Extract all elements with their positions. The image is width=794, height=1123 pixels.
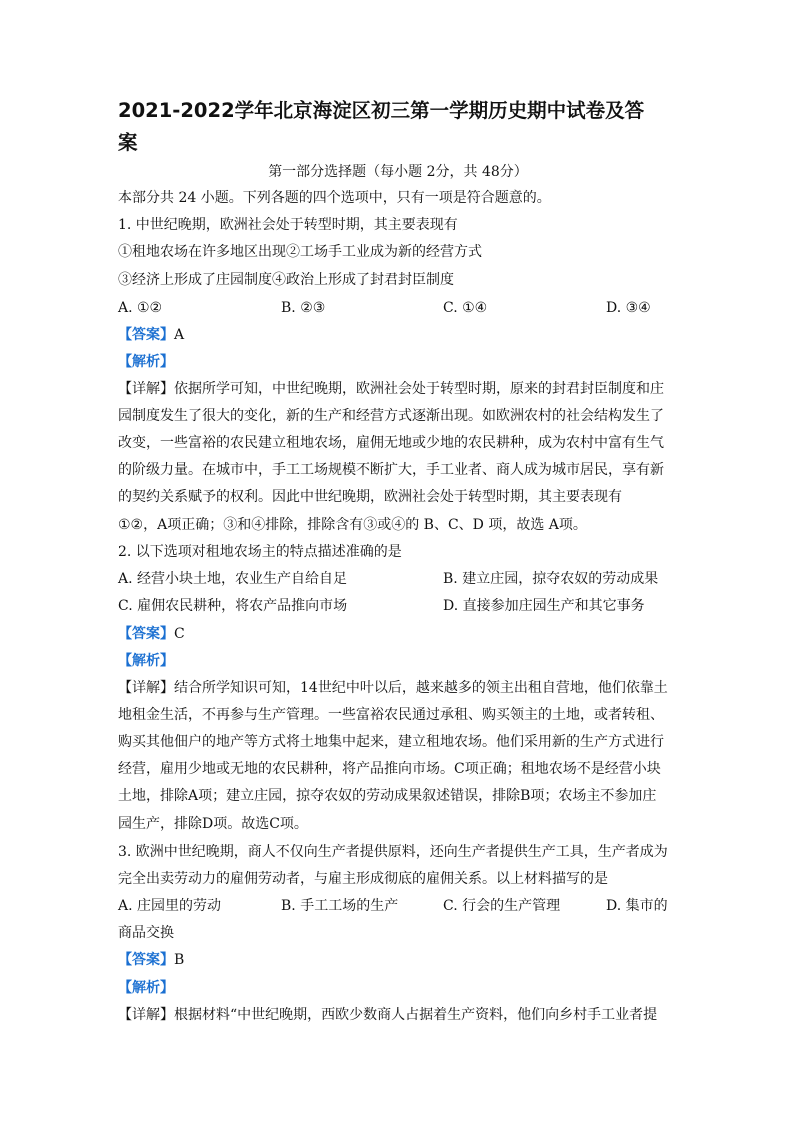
answer-label: 【答案】: [118, 952, 174, 968]
q3-answer-row: [118, 951, 678, 969]
q2-detail-line3: 购买其他佃户的地产等方式将土地集中起来，建立租地农场。他们采用新的生产方式进行: [118, 734, 664, 750]
q1-option-a: A. ①②: [118, 300, 163, 316]
q2-option-d: D. 直接参加庄园生产和其它事务: [443, 598, 645, 614]
q3-detail-text: 根据材料“中世纪晚期，西欧少数商人占据着生产资料，他们向乡村手工业者提: [174, 1007, 658, 1023]
q1-option-b: B. ②③: [281, 300, 326, 316]
section-intro: 本部分共 24 小题。下列各题的四个选项中，只有一项是符合题意的。: [118, 190, 551, 206]
analysis-label: 【解析】: [118, 653, 174, 669]
q3-option-d-continued: 商品交换: [118, 925, 174, 941]
q1-answer-row: [118, 326, 678, 344]
q1-detail-line1: [118, 380, 678, 398]
page-title-line1: 2021-2022学年北京海淀区初三第一学期历史期中试卷及答: [118, 99, 645, 122]
q3-option-b: B. 手工工场的生产: [281, 898, 399, 914]
q3-detail-line1: [118, 1006, 678, 1024]
answer-label: 【答案】: [118, 327, 174, 343]
q1-option-d: D. ③④: [606, 300, 651, 316]
detail-label: 【详解】: [118, 1007, 174, 1023]
q2-stem: 2. 以下选项对租地农场主的特点描述准确的是: [118, 544, 402, 560]
q2-option-b: B. 建立庄园，掠夺农奴的劳动成果: [443, 571, 659, 587]
answer-label: 【答案】: [118, 626, 174, 642]
q1-answer-value: A: [174, 327, 185, 343]
q1-analysis-row: [118, 353, 678, 371]
page-title-line2: 案: [118, 131, 138, 154]
detail-label: 【详解】: [118, 680, 174, 696]
q1-detail-line3: 改变，一些富裕的农民建立租地农场，雇佣无地或少地的农民耕种，成为农村中富有生气: [118, 435, 664, 451]
q1-detail-line4: 的阶级力量。在城市中，手工工场规模不断扩大，手工业者、商人成为城市居民，享有新: [118, 462, 664, 478]
q1-detail-line6: ①②，A项正确；③和④排除，排除含有③或④的 B、C、D 项，故选 A项。: [118, 517, 587, 533]
q2-analysis-row: [118, 652, 678, 670]
q2-detail-line6: 园生产，排除D项。故选C项。: [118, 816, 308, 832]
q2-detail-text: 结合所学知识可知，14世纪中叶以后，越来越多的领主出租自营地，他们依靠土: [174, 680, 668, 696]
q2-option-a: A. 经营小块土地，农业生产自给自足: [118, 571, 348, 587]
q3-answer-value: B: [174, 952, 185, 968]
q3-option-d: D. 集市的: [606, 898, 668, 914]
q1-items-line2: ③经济上形成了庄园制度④政治上形成了封君封臣制度: [118, 272, 454, 288]
q2-detail-line2: 地租金生活，不再参与生产管理。一些富裕农民通过承租、购买领主的土地，或者转租、: [118, 707, 664, 723]
q3-option-a: A. 庄园里的劳动: [118, 898, 222, 914]
q1-items-line1: ①租地农场在许多地区出现②工场手工业成为新的经营方式: [118, 244, 482, 260]
q1-detail-text: 依据所学可知，中世纪晚期，欧洲社会处于转型时期，原来的封君封臣制度和庄: [174, 381, 664, 397]
q2-detail-line5: 土地，排除A项；建立庄园，掠夺农奴的劳动成果叙述错误，排除B项；农场主不参加庄: [118, 788, 657, 804]
q3-analysis-row: [118, 979, 678, 997]
q1-option-c: C. ①④: [443, 300, 488, 316]
q2-detail-line4: 经营，雇用少地或无地的农民耕种，将产品推向市场。C项正确；租地农场不是经营小块: [118, 761, 661, 777]
q2-option-c: C. 雇佣农民耕种，将农产品推向市场: [118, 598, 348, 614]
q3-stem-line2: 完全出卖劳动力的雇佣劳动者，与雇主形成彻底的雇佣关系。以上材料描写的是: [118, 871, 608, 887]
q1-detail-line5: 的契约关系赋予的权利。因此中世纪晚期，欧洲社会处于转型时期，其主要表现有: [118, 489, 622, 505]
q1-detail-line2: 园制度发生了很大的变化，新的生产和经营方式逐渐出现。如欧洲农村的社会结构发生了: [118, 408, 664, 424]
analysis-label: 【解析】: [118, 980, 174, 996]
detail-label: 【详解】: [118, 381, 174, 397]
q3-option-c: C. 行会的生产管理: [443, 898, 561, 914]
q2-detail-line1: [118, 679, 678, 697]
q2-answer-value: C: [174, 626, 185, 642]
q2-answer-row: [118, 625, 678, 643]
q3-stem-line1: 3. 欧洲中世纪晚期，商人不仅向生产者提供原料，还向生产者提供生产工具，生产者成为: [118, 844, 668, 860]
analysis-label: 【解析】: [118, 354, 174, 370]
section-header: 第一部分选择题（每小题 2分，共 48分）: [268, 164, 528, 180]
q1-stem: 1. 中世纪晚期，欧洲社会处于转型时期，其主要表现有: [118, 217, 458, 233]
